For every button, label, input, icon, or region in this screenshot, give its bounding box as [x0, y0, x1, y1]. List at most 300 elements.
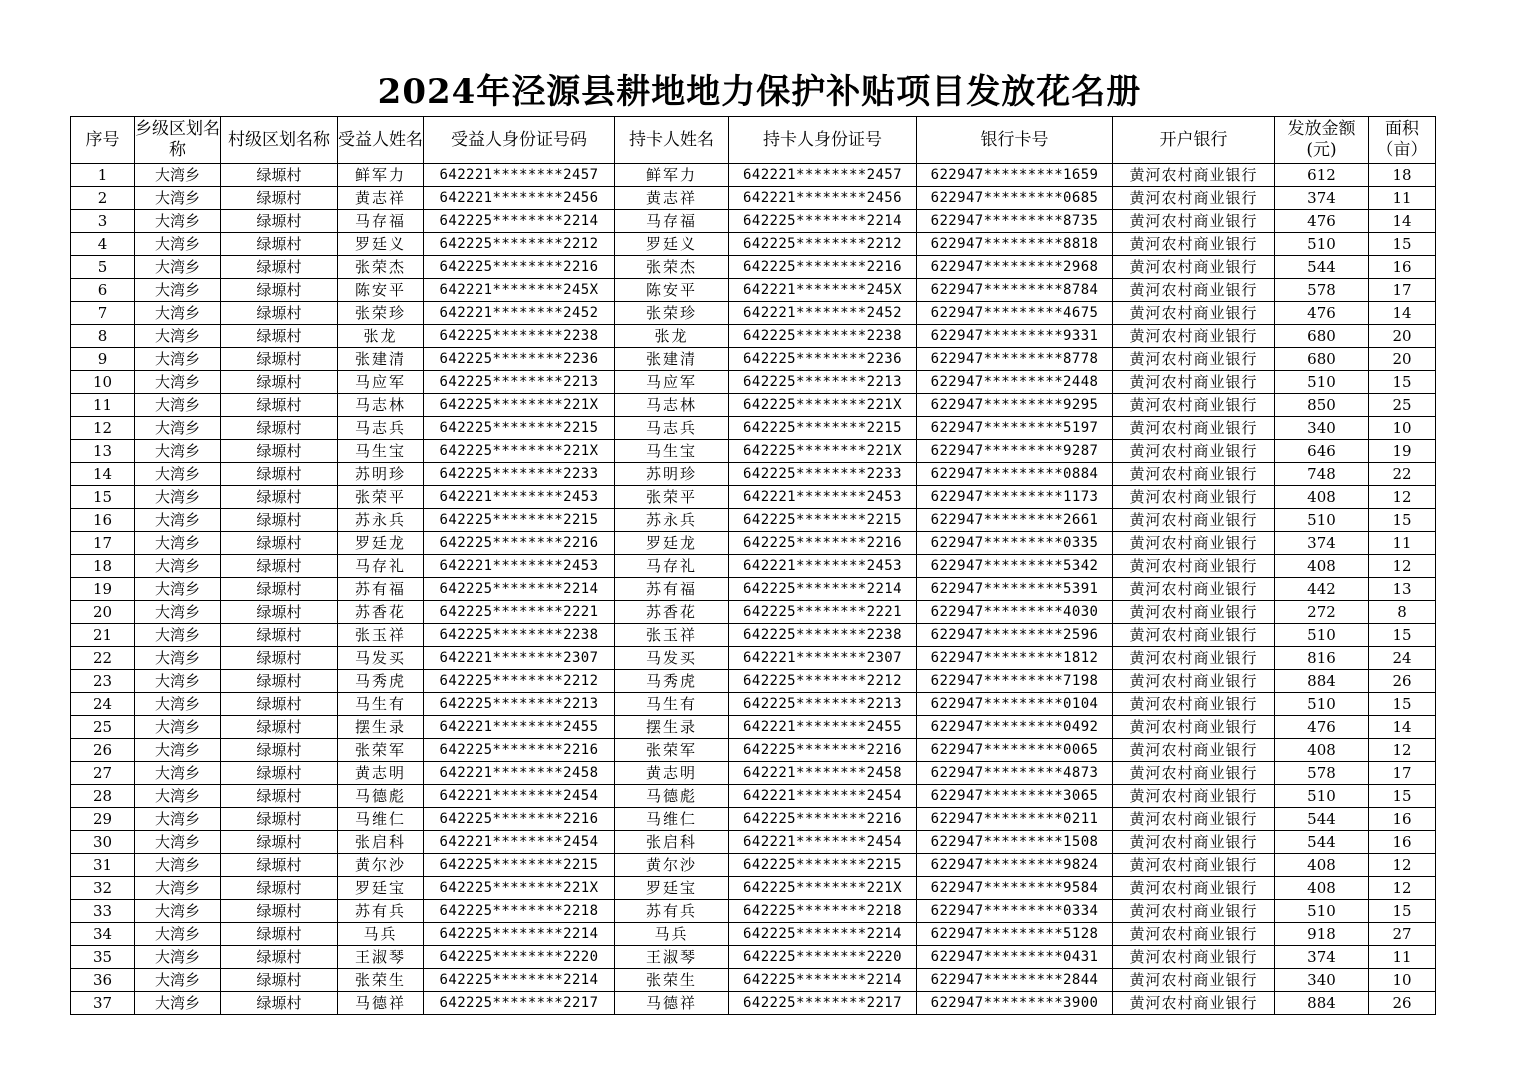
- cell-holder-name: 张建清: [615, 348, 729, 371]
- cell-holder-name: 马生宝: [615, 440, 729, 463]
- cell-seq: 32: [71, 877, 135, 900]
- cell-seq: 3: [71, 210, 135, 233]
- cell-township: 大湾乡: [135, 463, 221, 486]
- cell-holder-name: 马德彪: [615, 785, 729, 808]
- cell-township: 大湾乡: [135, 808, 221, 831]
- header-amount: 发放金额(元): [1275, 117, 1369, 164]
- cell-card-number: 622947*********2844: [917, 969, 1113, 992]
- cell-seq: 27: [71, 762, 135, 785]
- cell-area: 14: [1369, 716, 1436, 739]
- cell-card-number: 622947*********9331: [917, 325, 1113, 348]
- cell-beneficiary-id: 642225********2233: [424, 463, 615, 486]
- cell-township: 大湾乡: [135, 578, 221, 601]
- cell-holder-id: 642225********221X: [729, 877, 917, 900]
- table-row: [71, 486, 1436, 509]
- cell-beneficiary-id: 642225********221X: [424, 394, 615, 417]
- cell-card-number: 622947*********8818: [917, 233, 1113, 256]
- cell-amount: 340: [1275, 969, 1369, 992]
- cell-bank: 黄河农村商业银行: [1113, 532, 1275, 555]
- cell-area: 20: [1369, 325, 1436, 348]
- cell-card-number: 622947*********9824: [917, 854, 1113, 877]
- cell-holder-name: 马志林: [615, 394, 729, 417]
- cell-area: 17: [1369, 279, 1436, 302]
- cell-beneficiary-name: 张荣杰: [338, 256, 424, 279]
- cell-township: 大湾乡: [135, 164, 221, 187]
- cell-village: 绿塬村: [221, 279, 338, 302]
- cell-bank: 黄河农村商业银行: [1113, 693, 1275, 716]
- cell-village: 绿塬村: [221, 555, 338, 578]
- cell-amount: 374: [1275, 187, 1369, 210]
- cell-card-number: 622947*********2596: [917, 624, 1113, 647]
- cell-area: 26: [1369, 992, 1436, 1015]
- cell-township: 大湾乡: [135, 440, 221, 463]
- cell-bank: 黄河农村商业银行: [1113, 325, 1275, 348]
- cell-area: 20: [1369, 348, 1436, 371]
- cell-amount: 544: [1275, 256, 1369, 279]
- cell-amount: 510: [1275, 785, 1369, 808]
- cell-township: 大湾乡: [135, 670, 221, 693]
- cell-beneficiary-name: 张龙: [338, 325, 424, 348]
- cell-beneficiary-id: 642225********2212: [424, 233, 615, 256]
- cell-beneficiary-name: 张荣生: [338, 969, 424, 992]
- cell-card-number: 622947*********5197: [917, 417, 1113, 440]
- cell-bank: 黄河农村商业银行: [1113, 555, 1275, 578]
- cell-village: 绿塬村: [221, 440, 338, 463]
- cell-beneficiary-name: 马生有: [338, 693, 424, 716]
- table-row: [71, 992, 1436, 1015]
- cell-bank: 黄河农村商业银行: [1113, 647, 1275, 670]
- cell-card-number: 622947*********0431: [917, 946, 1113, 969]
- cell-village: 绿塬村: [221, 509, 338, 532]
- cell-card-number: 622947*********0065: [917, 739, 1113, 762]
- cell-holder-name: 张启科: [615, 831, 729, 854]
- cell-holder-id: 642221********2452: [729, 302, 917, 325]
- cell-beneficiary-id: 642225********2220: [424, 946, 615, 969]
- cell-village: 绿塬村: [221, 187, 338, 210]
- cell-holder-id: 642225********2236: [729, 348, 917, 371]
- cell-beneficiary-id: 642225********2218: [424, 900, 615, 923]
- cell-beneficiary-id: 642225********2217: [424, 992, 615, 1015]
- cell-bank: 黄河农村商业银行: [1113, 187, 1275, 210]
- cell-amount: 544: [1275, 808, 1369, 831]
- cell-bank: 黄河农村商业银行: [1113, 900, 1275, 923]
- cell-holder-id: 642225********221X: [729, 440, 917, 463]
- cell-beneficiary-id: 642221********2458: [424, 762, 615, 785]
- cell-township: 大湾乡: [135, 831, 221, 854]
- cell-seq: 2: [71, 187, 135, 210]
- cell-seq: 14: [71, 463, 135, 486]
- cell-beneficiary-id: 642221********2455: [424, 716, 615, 739]
- table-row: [71, 210, 1436, 233]
- cell-beneficiary-name: 马存福: [338, 210, 424, 233]
- cell-area: 15: [1369, 371, 1436, 394]
- cell-holder-id: 642225********2217: [729, 992, 917, 1015]
- table-row: [71, 555, 1436, 578]
- cell-beneficiary-name: 马发买: [338, 647, 424, 670]
- table-row: [71, 808, 1436, 831]
- cell-village: 绿塬村: [221, 624, 338, 647]
- cell-village: 绿塬村: [221, 325, 338, 348]
- cell-holder-id: 642225********2233: [729, 463, 917, 486]
- cell-amount: 408: [1275, 854, 1369, 877]
- cell-card-number: 622947*********0211: [917, 808, 1113, 831]
- cell-holder-id: 642225********2215: [729, 417, 917, 440]
- cell-seq: 31: [71, 854, 135, 877]
- cell-amount: 272: [1275, 601, 1369, 624]
- cell-beneficiary-name: 苏有福: [338, 578, 424, 601]
- cell-village: 绿塬村: [221, 233, 338, 256]
- cell-holder-name: 马德祥: [615, 992, 729, 1015]
- cell-bank: 黄河农村商业银行: [1113, 670, 1275, 693]
- table-row: [71, 532, 1436, 555]
- table-row: [71, 739, 1436, 762]
- cell-seq: 18: [71, 555, 135, 578]
- cell-holder-id: 642221********2454: [729, 785, 917, 808]
- cell-area: 14: [1369, 210, 1436, 233]
- table-row: [71, 716, 1436, 739]
- cell-seq: 20: [71, 601, 135, 624]
- cell-area: 11: [1369, 946, 1436, 969]
- cell-card-number: 622947*********0334: [917, 900, 1113, 923]
- cell-village: 绿塬村: [221, 854, 338, 877]
- cell-card-number: 622947*********4675: [917, 302, 1113, 325]
- cell-bank: 黄河农村商业银行: [1113, 394, 1275, 417]
- cell-seq: 13: [71, 440, 135, 463]
- cell-amount: 476: [1275, 716, 1369, 739]
- cell-township: 大湾乡: [135, 923, 221, 946]
- table-row: [71, 509, 1436, 532]
- cell-beneficiary-name: 罗廷义: [338, 233, 424, 256]
- cell-holder-name: 马存福: [615, 210, 729, 233]
- cell-holder-name: 马存礼: [615, 555, 729, 578]
- cell-seq: 34: [71, 923, 135, 946]
- cell-area: 11: [1369, 187, 1436, 210]
- cell-village: 绿塬村: [221, 808, 338, 831]
- cell-beneficiary-name: 黄尔沙: [338, 854, 424, 877]
- table-row: [71, 164, 1436, 187]
- cell-area: 12: [1369, 739, 1436, 762]
- table-row: [71, 647, 1436, 670]
- cell-township: 大湾乡: [135, 394, 221, 417]
- cell-beneficiary-name: 王淑琴: [338, 946, 424, 969]
- cell-holder-name: 马应军: [615, 371, 729, 394]
- cell-area: 18: [1369, 164, 1436, 187]
- cell-beneficiary-id: 642225********2214: [424, 969, 615, 992]
- cell-bank: 黄河农村商业银行: [1113, 348, 1275, 371]
- cell-village: 绿塬村: [221, 256, 338, 279]
- cell-village: 绿塬村: [221, 164, 338, 187]
- cell-beneficiary-name: 马德彪: [338, 785, 424, 808]
- cell-township: 大湾乡: [135, 532, 221, 555]
- cell-holder-name: 苏香花: [615, 601, 729, 624]
- cell-card-number: 622947*********4030: [917, 601, 1113, 624]
- cell-card-number: 622947*********0335: [917, 532, 1113, 555]
- cell-amount: 544: [1275, 831, 1369, 854]
- cell-beneficiary-id: 642225********2213: [424, 693, 615, 716]
- cell-holder-id: 642225********2216: [729, 808, 917, 831]
- cell-holder-name: 张荣生: [615, 969, 729, 992]
- cell-bank: 黄河农村商业银行: [1113, 854, 1275, 877]
- cell-seq: 33: [71, 900, 135, 923]
- cell-seq: 17: [71, 532, 135, 555]
- cell-area: 12: [1369, 486, 1436, 509]
- header-row: [71, 117, 1436, 164]
- cell-holder-id: 642225********2214: [729, 923, 917, 946]
- cell-card-number: 622947*********9584: [917, 877, 1113, 900]
- cell-bank: 黄河农村商业银行: [1113, 509, 1275, 532]
- cell-area: 15: [1369, 509, 1436, 532]
- cell-village: 绿塬村: [221, 647, 338, 670]
- cell-bank: 黄河农村商业银行: [1113, 371, 1275, 394]
- cell-area: 15: [1369, 693, 1436, 716]
- cell-bank: 黄河农村商业银行: [1113, 256, 1275, 279]
- table-row: [71, 187, 1436, 210]
- table-row: [71, 624, 1436, 647]
- cell-beneficiary-id: 642225********2215: [424, 509, 615, 532]
- header-township: 乡级区划名称: [135, 117, 221, 164]
- cell-holder-id: 642225********2212: [729, 233, 917, 256]
- cell-card-number: 622947*********9295: [917, 394, 1113, 417]
- cell-seq: 23: [71, 670, 135, 693]
- cell-holder-id: 642225********2212: [729, 670, 917, 693]
- cell-area: 12: [1369, 555, 1436, 578]
- cell-bank: 黄河农村商业银行: [1113, 716, 1275, 739]
- cell-amount: 578: [1275, 762, 1369, 785]
- table-row: [71, 394, 1436, 417]
- cell-amount: 374: [1275, 532, 1369, 555]
- cell-area: 16: [1369, 808, 1436, 831]
- cell-area: 10: [1369, 417, 1436, 440]
- cell-bank: 黄河农村商业银行: [1113, 946, 1275, 969]
- cell-bank: 黄河农村商业银行: [1113, 601, 1275, 624]
- header-seq: 序号: [71, 117, 135, 164]
- table-row: [71, 854, 1436, 877]
- cell-seq: 4: [71, 233, 135, 256]
- cell-card-number: 622947*********3900: [917, 992, 1113, 1015]
- cell-area: 16: [1369, 256, 1436, 279]
- cell-card-number: 622947*********0492: [917, 716, 1113, 739]
- cell-holder-name: 马兵: [615, 923, 729, 946]
- cell-amount: 510: [1275, 371, 1369, 394]
- cell-village: 绿塬村: [221, 831, 338, 854]
- cell-amount: 884: [1275, 992, 1369, 1015]
- cell-township: 大湾乡: [135, 509, 221, 532]
- cell-beneficiary-id: 642221********2453: [424, 555, 615, 578]
- cell-beneficiary-id: 642221********2454: [424, 831, 615, 854]
- cell-township: 大湾乡: [135, 992, 221, 1015]
- cell-holder-id: 642225********2215: [729, 509, 917, 532]
- cell-beneficiary-name: 罗廷龙: [338, 532, 424, 555]
- table-body: [71, 164, 1436, 1015]
- cell-seq: 11: [71, 394, 135, 417]
- cell-amount: 442: [1275, 578, 1369, 601]
- cell-beneficiary-id: 642225********2214: [424, 923, 615, 946]
- header-village: 村级区划名称: [221, 117, 338, 164]
- cell-bank: 黄河农村商业银行: [1113, 210, 1275, 233]
- cell-village: 绿塬村: [221, 716, 338, 739]
- cell-township: 大湾乡: [135, 969, 221, 992]
- cell-beneficiary-id: 642221********2456: [424, 187, 615, 210]
- cell-beneficiary-id: 642221********2453: [424, 486, 615, 509]
- table-row: [71, 900, 1436, 923]
- cell-area: 12: [1369, 877, 1436, 900]
- cell-beneficiary-id: 642221********2307: [424, 647, 615, 670]
- cell-area: 15: [1369, 233, 1436, 256]
- table-row: [71, 371, 1436, 394]
- cell-beneficiary-id: 642225********2221: [424, 601, 615, 624]
- cell-card-number: 622947*********8778: [917, 348, 1113, 371]
- cell-beneficiary-name: 摆生录: [338, 716, 424, 739]
- cell-amount: 850: [1275, 394, 1369, 417]
- cell-seq: 35: [71, 946, 135, 969]
- cell-holder-name: 张玉祥: [615, 624, 729, 647]
- cell-township: 大湾乡: [135, 555, 221, 578]
- cell-village: 绿塬村: [221, 670, 338, 693]
- cell-amount: 680: [1275, 348, 1369, 371]
- cell-bank: 黄河农村商业银行: [1113, 992, 1275, 1015]
- cell-area: 25: [1369, 394, 1436, 417]
- cell-bank: 黄河农村商业银行: [1113, 785, 1275, 808]
- table-row: [71, 969, 1436, 992]
- cell-village: 绿塬村: [221, 946, 338, 969]
- cell-area: 10: [1369, 969, 1436, 992]
- cell-seq: 26: [71, 739, 135, 762]
- cell-holder-id: 642221********2453: [729, 486, 917, 509]
- table-header: [71, 117, 1436, 164]
- cell-village: 绿塬村: [221, 486, 338, 509]
- cell-beneficiary-name: 陈安平: [338, 279, 424, 302]
- cell-amount: 918: [1275, 923, 1369, 946]
- cell-township: 大湾乡: [135, 348, 221, 371]
- cell-village: 绿塬村: [221, 210, 338, 233]
- cell-township: 大湾乡: [135, 371, 221, 394]
- cell-holder-id: 642225********2214: [729, 578, 917, 601]
- cell-holder-id: 642225********2238: [729, 325, 917, 348]
- cell-holder-name: 摆生录: [615, 716, 729, 739]
- cell-amount: 476: [1275, 210, 1369, 233]
- cell-bank: 黄河农村商业银行: [1113, 279, 1275, 302]
- cell-beneficiary-name: 马维仁: [338, 808, 424, 831]
- cell-seq: 16: [71, 509, 135, 532]
- cell-holder-name: 苏有福: [615, 578, 729, 601]
- cell-township: 大湾乡: [135, 187, 221, 210]
- cell-beneficiary-name: 苏有兵: [338, 900, 424, 923]
- cell-area: 12: [1369, 854, 1436, 877]
- table-row: [71, 463, 1436, 486]
- cell-area: 27: [1369, 923, 1436, 946]
- cell-area: 16: [1369, 831, 1436, 854]
- table-row: [71, 440, 1436, 463]
- cell-holder-name: 王淑琴: [615, 946, 729, 969]
- cell-holder-name: 罗廷宝: [615, 877, 729, 900]
- cell-beneficiary-id: 642221********245X: [424, 279, 615, 302]
- cell-holder-name: 苏有兵: [615, 900, 729, 923]
- table-row: [71, 601, 1436, 624]
- cell-bank: 黄河农村商业银行: [1113, 831, 1275, 854]
- cell-township: 大湾乡: [135, 647, 221, 670]
- cell-township: 大湾乡: [135, 302, 221, 325]
- cell-bank: 黄河农村商业银行: [1113, 463, 1275, 486]
- cell-village: 绿塬村: [221, 923, 338, 946]
- cell-card-number: 622947*********5128: [917, 923, 1113, 946]
- cell-bank: 黄河农村商业银行: [1113, 440, 1275, 463]
- table-row: [71, 348, 1436, 371]
- cell-township: 大湾乡: [135, 785, 221, 808]
- cell-amount: 408: [1275, 486, 1369, 509]
- cell-holder-id: 642221********2453: [729, 555, 917, 578]
- cell-holder-id: 642225********2213: [729, 371, 917, 394]
- cell-area: 14: [1369, 302, 1436, 325]
- cell-township: 大湾乡: [135, 946, 221, 969]
- cell-beneficiary-name: 苏香花: [338, 601, 424, 624]
- cell-holder-id: 642221********245X: [729, 279, 917, 302]
- cell-holder-id: 642225********2215: [729, 854, 917, 877]
- cell-area: 13: [1369, 578, 1436, 601]
- cell-card-number: 622947*********8735: [917, 210, 1113, 233]
- header-holder-id: 持卡人身份证号: [729, 117, 917, 164]
- cell-amount: 748: [1275, 463, 1369, 486]
- cell-holder-name: 马秀虎: [615, 670, 729, 693]
- header-area: 面积（亩）: [1369, 117, 1436, 164]
- cell-bank: 黄河农村商业银行: [1113, 486, 1275, 509]
- cell-township: 大湾乡: [135, 854, 221, 877]
- cell-amount: 816: [1275, 647, 1369, 670]
- cell-village: 绿塬村: [221, 348, 338, 371]
- table-row: [71, 578, 1436, 601]
- cell-card-number: 622947*********5391: [917, 578, 1113, 601]
- cell-amount: 612: [1275, 164, 1369, 187]
- cell-beneficiary-name: 张荣军: [338, 739, 424, 762]
- table-row: [71, 325, 1436, 348]
- cell-seq: 8: [71, 325, 135, 348]
- cell-beneficiary-name: 张荣珍: [338, 302, 424, 325]
- cell-card-number: 622947*********8784: [917, 279, 1113, 302]
- cell-bank: 黄河农村商业银行: [1113, 302, 1275, 325]
- cell-holder-name: 马维仁: [615, 808, 729, 831]
- table-row: [71, 693, 1436, 716]
- cell-area: 17: [1369, 762, 1436, 785]
- table-row: [71, 233, 1436, 256]
- cell-village: 绿塬村: [221, 969, 338, 992]
- cell-beneficiary-id: 642225********2238: [424, 624, 615, 647]
- cell-area: 15: [1369, 785, 1436, 808]
- table-row: [71, 302, 1436, 325]
- cell-card-number: 622947*********2661: [917, 509, 1113, 532]
- cell-beneficiary-name: 张玉祥: [338, 624, 424, 647]
- cell-seq: 7: [71, 302, 135, 325]
- cell-bank: 黄河农村商业银行: [1113, 877, 1275, 900]
- cell-card-number: 622947*********0685: [917, 187, 1113, 210]
- cell-beneficiary-id: 642225********2216: [424, 808, 615, 831]
- cell-bank: 黄河农村商业银行: [1113, 417, 1275, 440]
- cell-village: 绿塬村: [221, 992, 338, 1015]
- header-bank: 开户银行: [1113, 117, 1275, 164]
- cell-bank: 黄河农村商业银行: [1113, 923, 1275, 946]
- table-row: [71, 256, 1436, 279]
- cell-seq: 10: [71, 371, 135, 394]
- cell-card-number: 622947*********1659: [917, 164, 1113, 187]
- cell-bank: 黄河农村商业银行: [1113, 762, 1275, 785]
- cell-amount: 578: [1275, 279, 1369, 302]
- cell-beneficiary-id: 642225********221X: [424, 877, 615, 900]
- cell-area: 22: [1369, 463, 1436, 486]
- cell-bank: 黄河农村商业银行: [1113, 164, 1275, 187]
- cell-beneficiary-name: 马志兵: [338, 417, 424, 440]
- cell-beneficiary-id: 642225********2214: [424, 210, 615, 233]
- cell-township: 大湾乡: [135, 279, 221, 302]
- cell-card-number: 622947*********5342: [917, 555, 1113, 578]
- cell-amount: 646: [1275, 440, 1369, 463]
